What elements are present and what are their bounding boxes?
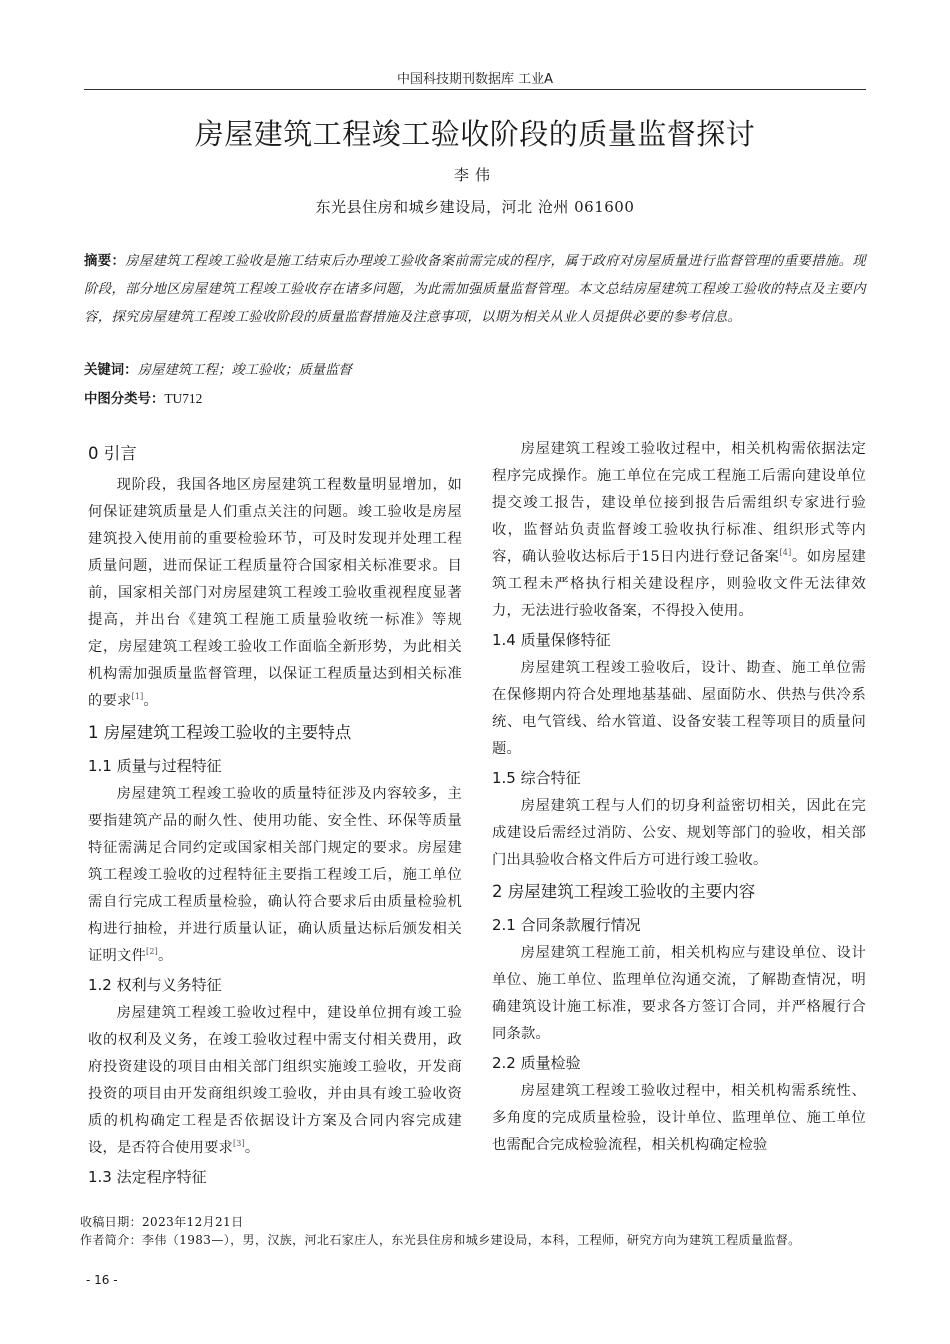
subsection-heading: 1.4 质量保修特征 <box>492 631 611 649</box>
keywords-text: 房屋建筑工程；竣工验收；质量监督 <box>137 363 352 378</box>
citation-ref: [2] <box>146 947 158 956</box>
paragraph <box>492 436 866 625</box>
running-head: 中国科技期刊数据库 工业A <box>396 72 554 87</box>
subsection-heading: 2.1 合同条款履行情况 <box>492 916 641 934</box>
paragraph-end: 。 <box>157 948 173 964</box>
abstract-text: 房屋建筑工程竣工验收是施工结束后办理竣工验收备案前需完成的程序，属于政府对房屋质量进行监督管理的重要措施。现阶段，部分地区房屋建筑工程竣工验收存在诸多问题，为此需加强质量监督管理。本文总结房屋建筑工程竣工验收的特点及主要内容，探究房屋建筑工程竣工验收阶段的质量监督措施及注意事项，以期为相关从业人员提供必要的参考信息。 <box>84 254 866 325</box>
paragraph <box>88 1000 462 1162</box>
clc-label: 中图分类号： <box>84 392 165 407</box>
citation-ref: [1] <box>131 692 144 701</box>
abstract <box>84 248 866 332</box>
abstract-label: 摘要： <box>84 254 126 269</box>
paragraph: 房屋建筑工程竣工验收过程中，相关机构需系统性、多角度的完成质量检验，设计单位、监理单位、施工单位也需配合完成检验流程，相关机构确定检验 <box>492 1083 866 1153</box>
received-date: 收稿日期：2023年12月21日 <box>80 1215 244 1229</box>
section-heading: 0 引言 <box>88 444 137 463</box>
paragraph-end: 。 <box>143 693 158 709</box>
article-title: 房屋建筑工程竣工验收阶段的质量监督探讨 <box>194 117 756 151</box>
paragraph: 房屋建筑工程竣工验收后，设计、勘查、施工单位需在保修期内符合处理地基基础、屋面防水、供热与供冷系统、电气管线、给水管道、设备安装工程等项目的质量问题。 <box>492 660 866 757</box>
author-name: 李伟 <box>453 166 496 184</box>
author-affiliation: 东光县住房和城乡建设局，河北 沧州 061600 <box>315 198 635 216</box>
paragraph <box>88 781 462 970</box>
left-column <box>88 436 462 1192</box>
footnotes <box>80 1213 866 1249</box>
keywords-label: 关键词： <box>84 363 138 378</box>
page-number: - 16 - <box>86 1273 118 1287</box>
paragraph-text-rest: 。如房屋建筑工程未严格执行相关建设程序，则验收文件无法律效力，无法进行验收备案，不得投入使用。 <box>492 549 866 619</box>
clc-value: TU712 <box>164 391 203 406</box>
paragraph: 房屋建筑工程与人们的切身利益密切相关，因此在完成建设后需经过消防、公安、规划等部门的验收，相关部门出具验收合格文件后方可进行竣工验收。 <box>492 798 866 868</box>
citation-ref: [4] <box>779 548 792 557</box>
subsection-heading: 1.5 综合特征 <box>492 769 581 787</box>
section-heading: 2 房屋建筑工程竣工验收的主要内容 <box>492 882 756 901</box>
subsection-heading: 1.2 权利与义务特征 <box>88 976 222 994</box>
paragraph-text: 房屋建筑工程竣工验收过程中，相关机构需依据法定程序完成操作。施工单位在完成工程施工后需向建设单位提交竣工报告，建设单位接到报告后需组织专家进行验收，监督站负责监督竣工验收执行标准、组织形式等内容，确认验收达标后于15日内进行登记备案 <box>492 441 866 565</box>
section-heading: 1 房屋建筑工程竣工验收的主要特点 <box>88 723 352 742</box>
paragraph <box>88 472 462 715</box>
right-column <box>492 436 866 1159</box>
subsection-heading: 2.2 质量检验 <box>492 1054 581 1072</box>
subsection-heading: 1.1 质量与过程特征 <box>88 757 222 775</box>
citation-ref: [3] <box>232 1139 245 1148</box>
subsection-heading: 1.3 法定程序特征 <box>88 1168 207 1186</box>
paragraph-text: 房屋建筑工程竣工验收的质量特征涉及内容较多，主要指建筑产品的耐久性、使用功能、安全性、环保等质量特征需满足合同约定或国家相关部门规定的要求。房屋建筑工程竣工验收的过程特征主要指工程竣工后，施工单位需自行完成工程质量检验，确认符合要求后由质量检验机构进行抽检，并进行质量认证，确认质量达标后颁发相关证明文件 <box>88 786 462 964</box>
paragraph-end: 。 <box>244 1140 260 1156</box>
author-bio: 作者简介：李伟（1983—），男，汉族，河北石家庄人，东光县住房和城乡建设局，本科，工程师，研究方向为建筑工程质量监督。 <box>80 1233 801 1247</box>
paragraph-text: 房屋建筑工程竣工验收过程中，建设单位拥有竣工验收的权利及义务，在竣工验收过程中需支付相关费用，政府投资建设的项目由相关部门组织实施竣工验收，开发商投资的项目由开发商组织竣工验收，并由具有竣工验收资质的机构确定工程是否依据设计方案及合同内容完成建设，是否符合使用要求 <box>88 1005 462 1156</box>
classification-code <box>84 385 866 414</box>
header-rule <box>84 89 866 90</box>
keywords <box>84 357 866 385</box>
paragraph-text: 现阶段，我国各地区房屋建筑工程数量明显增加，如何保证建筑质量是人们重点关注的问题。竣工验收是房屋建筑投入使用前的重要检验环节，可及时发现并处理工程质量问题，进而保证工程质量符合国家相关标准要求。目前，国家相关部门对房屋建筑工程竣工验收重视程度显著提高，并出台《建筑工程施工质量验收统一标准》等规定，房屋建筑工程竣工验收工作面临全新形势，为此相关机构需加强质量监督管理，以保证工程质量达到相关标准的要求 <box>88 477 462 709</box>
paragraph: 房屋建筑工程施工前，相关机构应与建设单位、设计单位、施工单位、监理单位沟通交流，了解勘查情况，明确建筑设计施工标准，要求各方签订合同，并严格履行合同条款。 <box>492 945 866 1042</box>
